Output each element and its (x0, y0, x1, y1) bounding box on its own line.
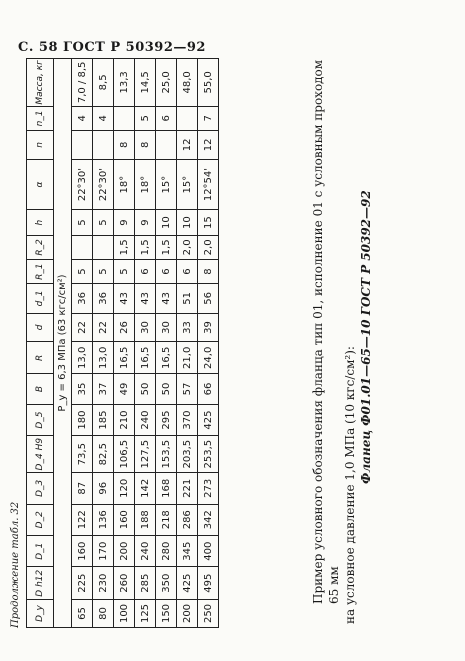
table-cell (156, 130, 177, 159)
table-cell: 2,0 (198, 235, 219, 259)
table-cell: 65 (72, 599, 93, 627)
table-cell: 6 (156, 106, 177, 130)
table-cell: 26 (114, 313, 135, 342)
table-cell: 49 (114, 374, 135, 405)
table-cell: 35 (72, 374, 93, 405)
table-cell: 342 (198, 504, 219, 535)
table-cell: 240 (135, 404, 156, 435)
table-cell: 30 (156, 313, 177, 342)
table-cell: 50 (156, 374, 177, 405)
table-cell: 8,5 (93, 59, 114, 107)
table-cell: 16,5 (114, 342, 135, 374)
table-cell: 200 (177, 599, 198, 627)
table-cell: 24,0 (198, 342, 219, 374)
table-cell: 22 (93, 313, 114, 342)
table-cell: 350 (156, 567, 177, 600)
table-cell: 36 (72, 284, 93, 313)
table-cell: 168 (156, 473, 177, 504)
table-cell: 9 (114, 210, 135, 235)
table-cell: 240 (135, 535, 156, 566)
table-cell: 225 (72, 567, 93, 600)
column-header: B (27, 374, 54, 405)
table-cell: 80 (93, 599, 114, 627)
table-row (72, 59, 93, 628)
table-cell: 96 (93, 473, 114, 504)
table-cell (93, 235, 114, 259)
table-cell: 16,5 (135, 342, 156, 374)
table-cell: 15° (177, 159, 198, 210)
table-cell: 210 (114, 404, 135, 435)
table-cell: 10 (177, 210, 198, 235)
table-cell: 66 (198, 374, 219, 405)
table-cell: 36 (93, 284, 114, 313)
table-cell: 160 (114, 504, 135, 535)
table-cell: 4 (93, 106, 114, 130)
table-cell: 170 (93, 535, 114, 566)
table-cell: 5 (93, 260, 114, 284)
table-cell: 8 (114, 130, 135, 159)
table-cell: 12°54' (198, 159, 219, 210)
table-row (198, 59, 219, 628)
table-cell: 400 (198, 535, 219, 566)
table-cell: 425 (177, 567, 198, 600)
table-cell: 56 (198, 284, 219, 313)
table-cell: 18° (114, 159, 135, 210)
table-cell: 7 (198, 106, 219, 130)
column-header: D_y (27, 599, 54, 627)
table-cell: 200 (114, 535, 135, 566)
table-cell: 33 (177, 313, 198, 342)
table-cell: 120 (114, 473, 135, 504)
pressure-label: P_y = 6,3 МПа (63 кгс/см²) (54, 59, 72, 628)
table-cell: 6 (177, 260, 198, 284)
table-cell: 370 (177, 404, 198, 435)
table-cell: 12 (177, 130, 198, 159)
table-cell: 25,0 (156, 59, 177, 107)
table-cell: 2,0 (177, 235, 198, 259)
pressure-row (54, 59, 72, 628)
table-cell: 125 (135, 599, 156, 627)
column-header: α (27, 159, 54, 210)
column-header: n_1 (27, 106, 54, 130)
table-cell: 273 (198, 473, 219, 504)
table-cell: 43 (114, 284, 135, 313)
table-cell: 15° (156, 159, 177, 210)
table-cell: 87 (72, 473, 93, 504)
table-cell: 106,5 (114, 436, 135, 473)
column-header: D_3 (27, 473, 54, 504)
table-cell: 425 (198, 404, 219, 435)
table-cell: 5 (114, 260, 135, 284)
table-cell: 5 (72, 210, 93, 235)
table-cell: 188 (135, 504, 156, 535)
column-header: R (27, 342, 54, 374)
column-header: D h12 (27, 567, 54, 600)
column-header: Масса, кг (27, 59, 54, 107)
table-cell: 160 (72, 535, 93, 566)
table-cell (114, 106, 135, 130)
column-header: D_4 H9 (27, 436, 54, 473)
table-cell: 18° (135, 159, 156, 210)
table-cell: 8 (135, 130, 156, 159)
table-cell: 8 (198, 260, 219, 284)
table-cell: 37 (93, 374, 114, 405)
table-cell: 6 (135, 260, 156, 284)
table-row (156, 59, 177, 628)
table-cell: 280 (156, 535, 177, 566)
table-cell: 185 (93, 404, 114, 435)
table-cell: 127,5 (135, 436, 156, 473)
example-line-1: Пример условного обозначения фланца тип 01, исполнение 01 с условным проходом 65 мм (311, 59, 341, 604)
column-header: d (27, 313, 54, 342)
column-header: R_1 (27, 260, 54, 284)
table-continuation-label: Продолжение табл. 32 (10, 501, 21, 628)
table-cell: 50 (135, 374, 156, 405)
table-cell: 286 (177, 504, 198, 535)
column-header: n (27, 130, 54, 159)
table-cell: 12 (198, 130, 219, 159)
table-cell: 7,0 / 8,5 (72, 59, 93, 107)
table-cell: 285 (135, 567, 156, 600)
column-header: d_1 (27, 284, 54, 313)
table-cell (93, 130, 114, 159)
table-cell: 55,0 (198, 59, 219, 107)
table-row (135, 59, 156, 628)
example-line-2: на условное давление 1,0 МПа (10 кгс/см²): (343, 346, 357, 624)
table-cell: 30 (135, 313, 156, 342)
table-cell: 43 (156, 284, 177, 313)
table-row (177, 59, 198, 628)
flange-designation: Фланец Ф01.01—65—10 ГОСТ Р 50392—92 (359, 190, 373, 484)
table-row (114, 59, 135, 628)
table-cell: 1,5 (114, 235, 135, 259)
table-cell: 10 (156, 210, 177, 235)
column-header: D_5 (27, 404, 54, 435)
table-cell: 230 (93, 567, 114, 600)
table-cell: 16,5 (156, 342, 177, 374)
table-cell: 122 (72, 504, 93, 535)
table-cell: 6 (156, 260, 177, 284)
flange-dimensions-table (26, 58, 219, 628)
table-cell: 5 (135, 106, 156, 130)
table-cell: 22°30' (72, 159, 93, 210)
table-cell: 13,0 (93, 342, 114, 374)
table-cell: 5 (72, 260, 93, 284)
table-cell: 4 (72, 106, 93, 130)
table-cell: 1,5 (156, 235, 177, 259)
table-cell: 345 (177, 535, 198, 566)
table-cell: 100 (114, 599, 135, 627)
table-cell: 82,5 (93, 436, 114, 473)
table-cell: 203,5 (177, 436, 198, 473)
column-header: R_2 (27, 235, 54, 259)
table-cell: 15 (198, 210, 219, 235)
table-cell: 57 (177, 374, 198, 405)
table-cell: 495 (198, 567, 219, 600)
table-cell: 22 (72, 313, 93, 342)
table-cell: 9 (135, 210, 156, 235)
table-cell: 1,5 (135, 235, 156, 259)
rotated-content (10, 58, 395, 628)
table-cell: 43 (135, 284, 156, 313)
table-cell: 221 (177, 473, 198, 504)
table-cell: 5 (93, 210, 114, 235)
table-cell: 295 (156, 404, 177, 435)
table-cell: 218 (156, 504, 177, 535)
table-cell: 73,5 (72, 436, 93, 473)
table-cell: 14,5 (135, 59, 156, 107)
table-body (54, 59, 219, 628)
table-cell (72, 235, 93, 259)
table-cell: 260 (114, 567, 135, 600)
table-cell: 180 (72, 404, 93, 435)
example-notes (310, 58, 374, 624)
column-header: D_1 (27, 535, 54, 566)
table-header-row (27, 59, 54, 628)
table-cell: 142 (135, 473, 156, 504)
table-cell: 39 (198, 313, 219, 342)
table-cell (177, 106, 198, 130)
table-cell: 22°30' (93, 159, 114, 210)
table-cell: 51 (177, 284, 198, 313)
table-cell (72, 130, 93, 159)
table-cell: 48,0 (177, 59, 198, 107)
table-cell: 136 (93, 504, 114, 535)
column-header: D_2 (27, 504, 54, 535)
table-cell: 153,5 (156, 436, 177, 473)
column-header: h (27, 210, 54, 235)
table-cell: 21,0 (177, 342, 198, 374)
table-cell: 13,3 (114, 59, 135, 107)
table-cell: 250 (198, 599, 219, 627)
table-cell: 253,5 (198, 436, 219, 473)
table-row (93, 59, 114, 628)
page-header: С. 58 ГОСТ Р 50392—92 (18, 40, 206, 55)
table-cell: 13,0 (72, 342, 93, 374)
table-cell: 150 (156, 599, 177, 627)
